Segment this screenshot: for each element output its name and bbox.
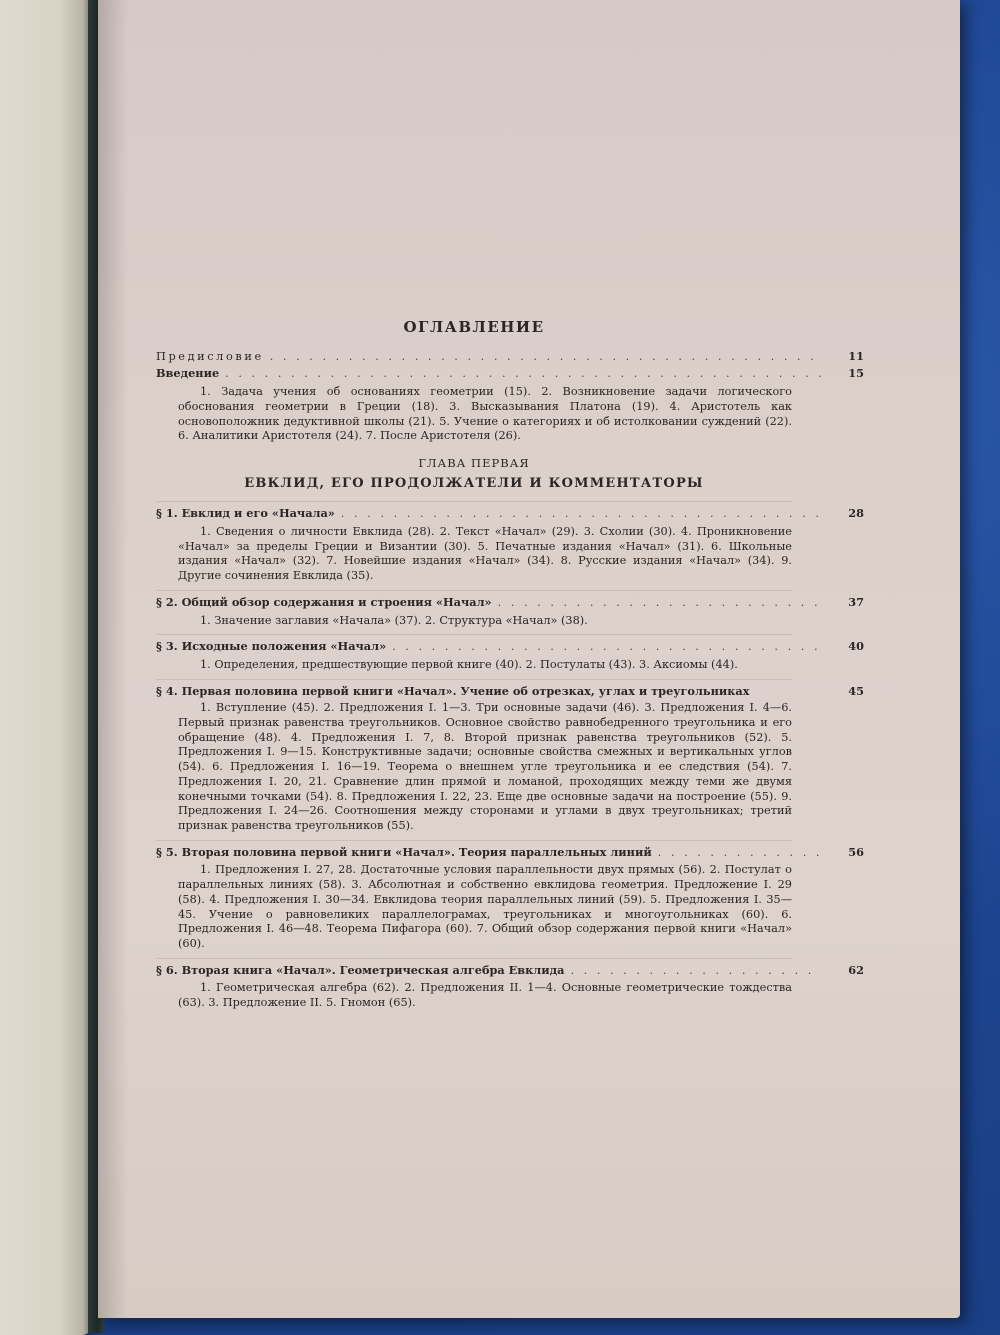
- section-title: § 6. Вторая книга «Начал». Геометрическая алгебра Евклида: [156, 962, 565, 977]
- entry-label: Предисловие: [156, 349, 264, 363]
- page-number: 11: [848, 348, 864, 363]
- page-gutter-shadow: [98, 0, 128, 1318]
- leader-dots: [341, 507, 822, 522]
- section-description: 1. Геометрическая алгебра (62). 2. Предложения II. 1—4. Основные геометрические тождества (63). 3. Предложение II. 5. Гномон (65).: [178, 981, 792, 1010]
- section-description: 1. Вступление (45). 2. Предложения I. 1—3. Три основные задачи (46). 3. Предложения I. 4—6. Первый признак равенства треугольников. Основное свойство равнобедренного треугольника и его обращение (48). 4. Предложения I. 7, 8. Второй признак равенства треугольников (52). 5. Предложения I. 9—15. Конструктивные задачи; основные свойства смежных и вертикальных углов (54). 6. Предложения I. 16—19. Теорема о внешнем угле треугольника и ее следствия (54). 7. Предложения I. 20, 21. Сравнение длин прямой и ломаной, проходящих между теми же двумя конечными точками (54). 8. Предложения I. 22, 23. Еще две основные задачи на построение (55). 9. Предложения I. 24—26. Соотношения между сторонами и углами в двух треугольниках; третий признак равенства треугольников (55).: [178, 701, 792, 832]
- facing-page-edge: [0, 0, 92, 1335]
- toc-section-4: [156, 679, 864, 834]
- entry-description: 1. Задача учения об основаниях геометрии (15). 2. Возникновение задачи логического обоснования геометрии в Греции (18). 3. Высказывания Платона (19). 4. Аристотель как основоположник дедуктивной школы (21). 5. Учение о категориях и об истолковании суждений (22). 6. Аналитики Аристотеля (24). 7. После Аристотеля (26).: [178, 385, 792, 443]
- chapter-label: ГЛАВА ПЕРВАЯ: [418, 455, 530, 470]
- entry-label: Введение: [156, 366, 220, 381]
- page-number: 15: [848, 366, 864, 381]
- leader-dots: [498, 596, 822, 611]
- leader-dots: [570, 964, 822, 979]
- section-description: 1. Определения, предшествующие первой книге (40). 2. Постулаты (43). 3. Аксиомы (44).: [200, 657, 738, 671]
- toc-title: ОГЛАВЛЕНИЕ: [403, 318, 545, 336]
- page-number: 37: [848, 594, 864, 609]
- leader-dots: [270, 350, 822, 365]
- toc-section-5: [156, 840, 864, 952]
- toc-section-1: [156, 501, 864, 584]
- toc-section-3: [156, 634, 864, 672]
- section-title: § 2. Общий обзор содержания и строения «Начал»: [156, 594, 492, 609]
- section-title: § 1. Евклид и его «Начала»: [156, 506, 335, 521]
- page-number: 45: [848, 683, 864, 698]
- book-page: [98, 0, 960, 1318]
- page-number: 62: [848, 962, 864, 977]
- section-title: § 4. Первая половина первой книги «Начал». Учение об отрезках, углах и треугольниках: [156, 683, 750, 698]
- toc-entry-preface: [156, 348, 864, 365]
- table-of-contents: [156, 318, 864, 1011]
- leader-dots: [658, 846, 822, 861]
- page-number: 28: [848, 506, 864, 521]
- section-title: § 3. Исходные положения «Начал»: [156, 639, 387, 654]
- leader-dots: [225, 367, 822, 382]
- toc-entry-introduction: [156, 366, 864, 444]
- section-description: 1. Предложения I. 27, 28. Достаточные условия параллельности двух прямых (56). 2. Постулат о параллельных линиях (58). 3. Абсолютная и собственно евклидова геометрия. Предложение I. 29 (58). 4. Предложения I. 30—34. Евклидова теория параллельных линий (59). 5. Предложения I. 35—45. Учение о равновеликих параллелограмах, треугольниках и многоугольниках (60). 6. Предложения I. 46—48. Теорема Пифагора (60). 7. Общий обзор содержания первой книги «Начал» (60).: [178, 863, 792, 950]
- page-number: 40: [848, 639, 864, 654]
- toc-section-6: [156, 958, 864, 1011]
- page-number: 56: [848, 844, 864, 859]
- toc-section-2: [156, 590, 864, 628]
- section-description: 1. Значение заглавия «Начала» (37). 2. Структура «Начал» (38).: [200, 613, 588, 627]
- section-description: 1. Сведения о личности Евклида (28). 2. Текст «Начал» (29). 3. Схолии (30). 4. Проникновение «Начал» за пределы Греции и Византии (30). 5. Печатные издания «Начал» (31). 6. Школьные издания «Начал» (32). 7. Новейшие издания «Начал» (34). 8. Русские издания «Начал» (34). 9. Другие сочинения Евклида (35).: [178, 525, 792, 583]
- leader-dots: [392, 640, 822, 655]
- chapter-title: ЕВКЛИД, ЕГО ПРОДОЛЖАТЕЛИ И КОММЕНТАТОРЫ: [244, 475, 704, 491]
- section-title: § 5. Вторая половина первой книги «Начал». Теория параллельных линий: [156, 844, 652, 859]
